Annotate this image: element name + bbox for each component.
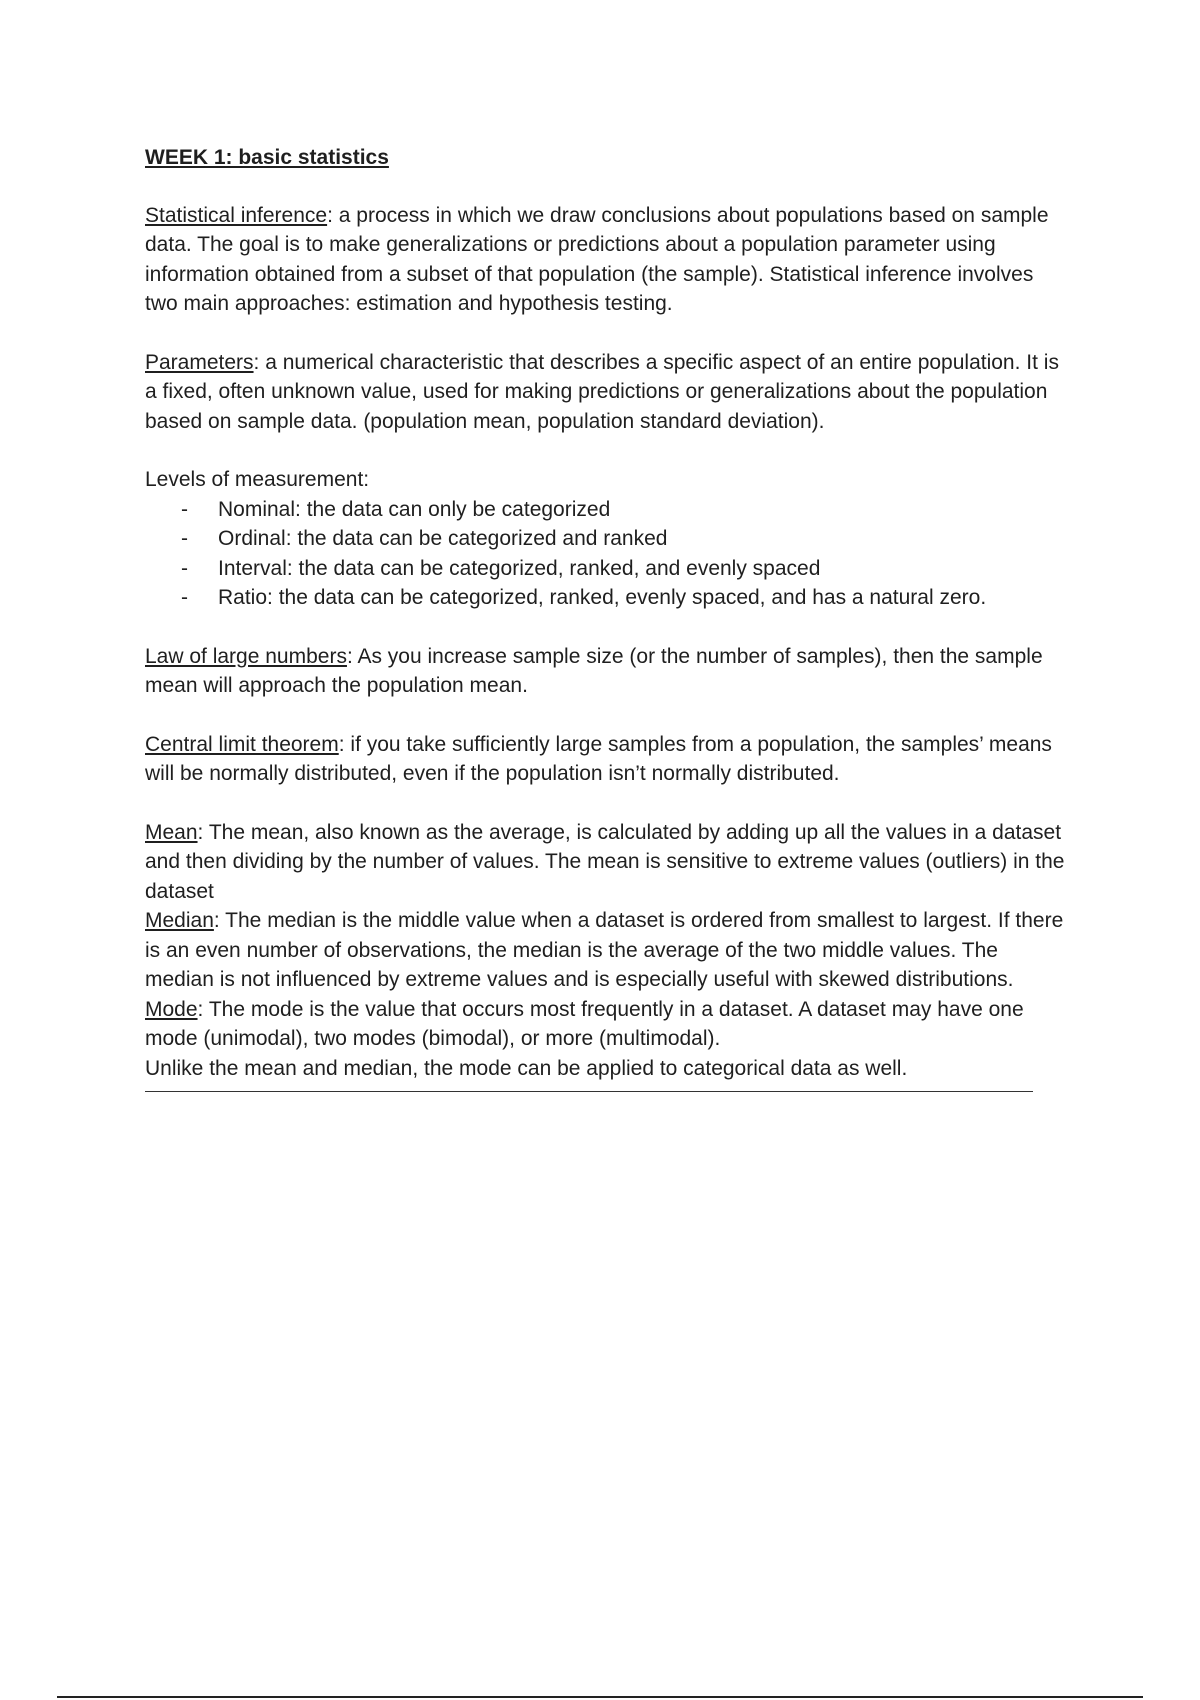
mode-text: : The mode is the value that occurs most frequently in a dataset. A dataset may have one mode (unimodal), two modes (bimodal), or more (multimodal). [145,997,1024,1050]
law-large-numbers-term: Law of large numbers [145,644,347,668]
page-title: WEEK 1: basic statistics [145,146,389,169]
levels-heading: Levels of measurement: [145,468,370,491]
statistical-inference-term: Statistical inference [145,203,328,227]
mean-term: Mean [145,820,198,844]
median-paragraph [145,906,1065,995]
central-limit-paragraph [145,730,1065,789]
list-item-text: Ordinal: the data can be categorized and ranked [218,527,668,550]
law-large-numbers-paragraph [145,642,1065,701]
mean-text: : The mean, also known as the average, is calculated by adding up all the values in a dataset and then dividing by the number of values. The mean is sensitive to extreme values (outliers) in the dataset [145,820,1065,903]
median-term: Median [145,909,214,932]
page-bottom-divider [57,1696,1143,1698]
list-item [145,554,1065,584]
bullet-dash: - [181,497,188,521]
central-limit-text: : if you take sufficiently large samples from a population, the samples’ means will be normally distributed, even if the population isn’t normally distributed. [145,732,1052,785]
parameters-term: Parameters [145,350,254,374]
list-item [145,583,1065,613]
law-large-numbers-text: : As you increase sample size (or the number of samples), then the sample mean will approach the population mean. [145,644,1043,697]
document-body [145,143,1065,1092]
median-text: : The median is the middle value when a dataset is ordered from smallest to largest. If there is an even number of observations, the median is the average of the two middle values. The median is not influenced by extreme values and is especially useful with skewed distributions. [145,909,1064,991]
statistical-inference-paragraph [145,201,1065,319]
parameters-text: : a numerical characteristic that describes a specific aspect of an entire population. It is a fixed, often unknown value, used for making predictions or generalizations about the population based on sample data. (population mean, population standard deviation). [145,350,1059,433]
central-limit-term: Central limit theorem [145,732,339,756]
bullet-dash: - [181,586,188,609]
mode-term: Mode [145,997,198,1021]
bullet-dash: - [181,556,188,580]
parameters-paragraph [145,348,1065,437]
list-item-text: Interval: the data can be categorized, ranked, and evenly spaced [218,556,821,580]
list-item [145,495,1065,525]
mode-paragraph [145,995,1065,1054]
list-item-text: Ratio: the data can be categorized, ranked, evenly spaced, and has a natural zero. [218,586,987,609]
statistical-inference-text: : a process in which we draw conclusions about populations based on sample data. The goal is to make generalizations or predictions about a population parameter using information obtained from a subset of that population (the sample). Statistical inference involves two main approaches: estimation and hypothesis testing. [145,203,1049,315]
levels-list [145,495,1065,613]
bullet-dash: - [181,527,188,550]
list-item [145,524,1065,554]
list-item-text: Nominal: the data can only be categorized [218,497,611,521]
section-end-divider [145,1091,1033,1092]
mean-paragraph [145,818,1065,907]
mode-note-paragraph: Unlike the mean and median, the mode can be applied to categorical data as well. [145,1056,908,1080]
